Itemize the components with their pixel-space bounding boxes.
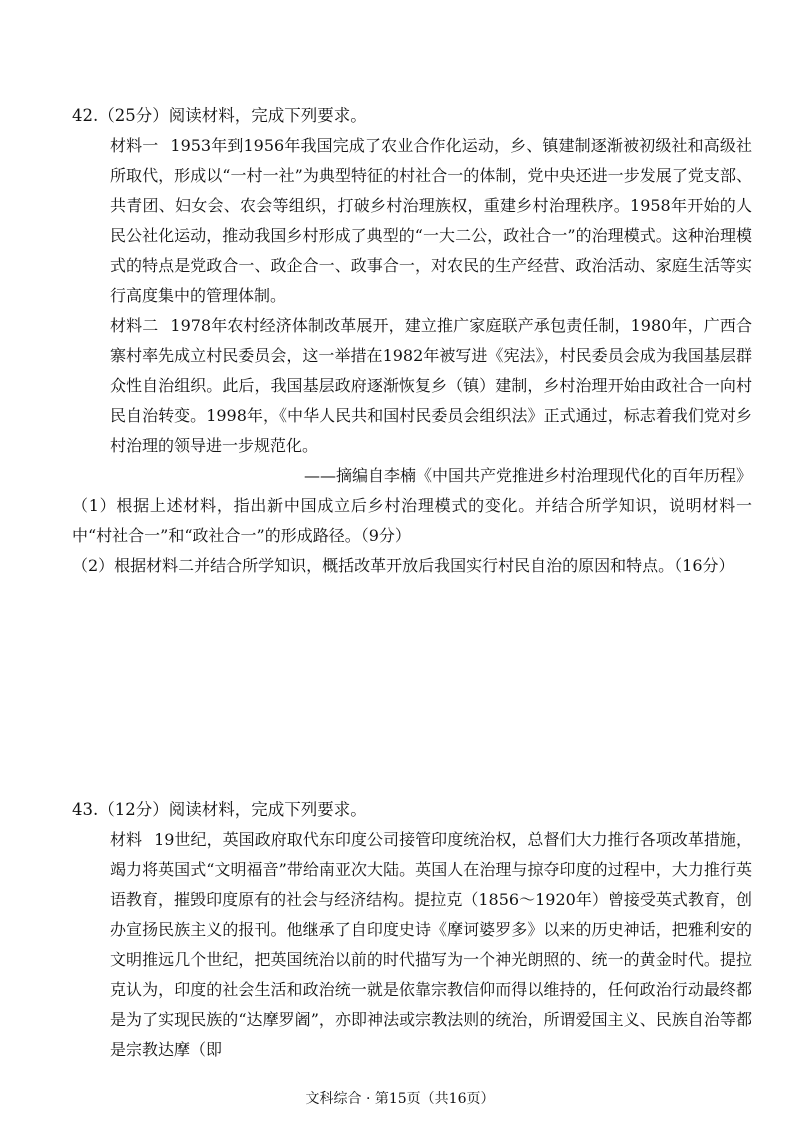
material-43: [110, 825, 752, 1065]
question-43-header: 43.（12分）阅读材料，完成下列要求。: [72, 800, 367, 819]
page-footer: 文科综合 · 第15页（共16页）: [305, 1091, 495, 1107]
material-43-text: 19世纪，英国政府取代东印度公司接管印度统治权，总督们大力推行各项改革措施，竭力将英国式“文明福音”带给南亚次大陆。英国人在治理与掠夺印度的过程中，大力推行英语教育，摧毁印度原有的社会与经济结构。提拉克（1856～1920年）曾接受英式教育，创办宣扬民族主义的报刊。他继承了自印度史诗《摩诃婆罗多》以来的历史神话，把雅利安的文明推远几个世纪，把英国统治以前的时代描写为一个神光朗照的、统一的黄金时代。提拉克认为，印度的社会生活和政治统一就是依靠宗教信仰而得以维持的，任何政治行动最终都是为了实现民族的“达摩罗阇”，亦即神法或宗教法则的统治，所谓爱国主义、民族自治等都是宗教达摩（即: [110, 830, 752, 1059]
question-42-task-2: （2）根据材料二并结合所学知识，概括改革开放后我国实行村民自治的原因和特点。（16分）: [72, 556, 735, 575]
material-1: [110, 131, 752, 311]
question-43: [72, 797, 752, 1065]
question-42-header: 42.（25分）阅读材料，完成下列要求。: [72, 106, 367, 125]
question-42-body: [72, 131, 752, 491]
material-source: ——摘编自李楠《中国共产党推进乡村治理现代化的百年历程》: [303, 466, 752, 485]
question-42-task-1: （1）根据上述材料，指出新中国成立后乡村治理模式的变化。并结合所学知识，说明材料一中“村社合一”和“政社合一”的形成路径。（9分）: [72, 496, 752, 545]
material-2: [110, 311, 752, 461]
material-1-label: 材料一: [110, 136, 159, 155]
material-2-label: 材料二: [110, 316, 159, 335]
question-43-body: [72, 825, 752, 1065]
question-42: [72, 103, 752, 581]
material-1-text: 1953年到1956年我国完成了农业合作化运动，乡、镇建制逐渐被初级社和高级社所取代，形成以“一村一社”为典型特征的村社合一的体制，党中央还进一步发展了党支部、共青团、妇女会、农会等组织，打破乡村治理族权，重建乡村治理秩序。1958年开始的人民公社化运动，推动我国乡村形成了典型的“一大二公，政社合一”的治理模式。这种治理模式的特点是党政合一、政企合一、政事合一，对农民的生产经营、政治活动、家庭生活等实行高度集中的管理体制。: [110, 136, 752, 305]
material-43-label: 材料: [110, 830, 143, 849]
material-2-text: 1978年农村经济体制改革展开，建立推广家庭联产承包责任制，1980年，广西合寨村率先成立村民委员会，这一举措在1982年被写进《宪法》，村民委员会成为我国基层群众性自治组织。此后，我国基层政府逐渐恢复乡（镇）建制，乡村治理开始由政社合一向村民自治转变。1998年，《中华人民共和国村民委员会组织法》正式通过，标志着我们党对乡村治理的领导进一步规范化。: [110, 316, 752, 455]
